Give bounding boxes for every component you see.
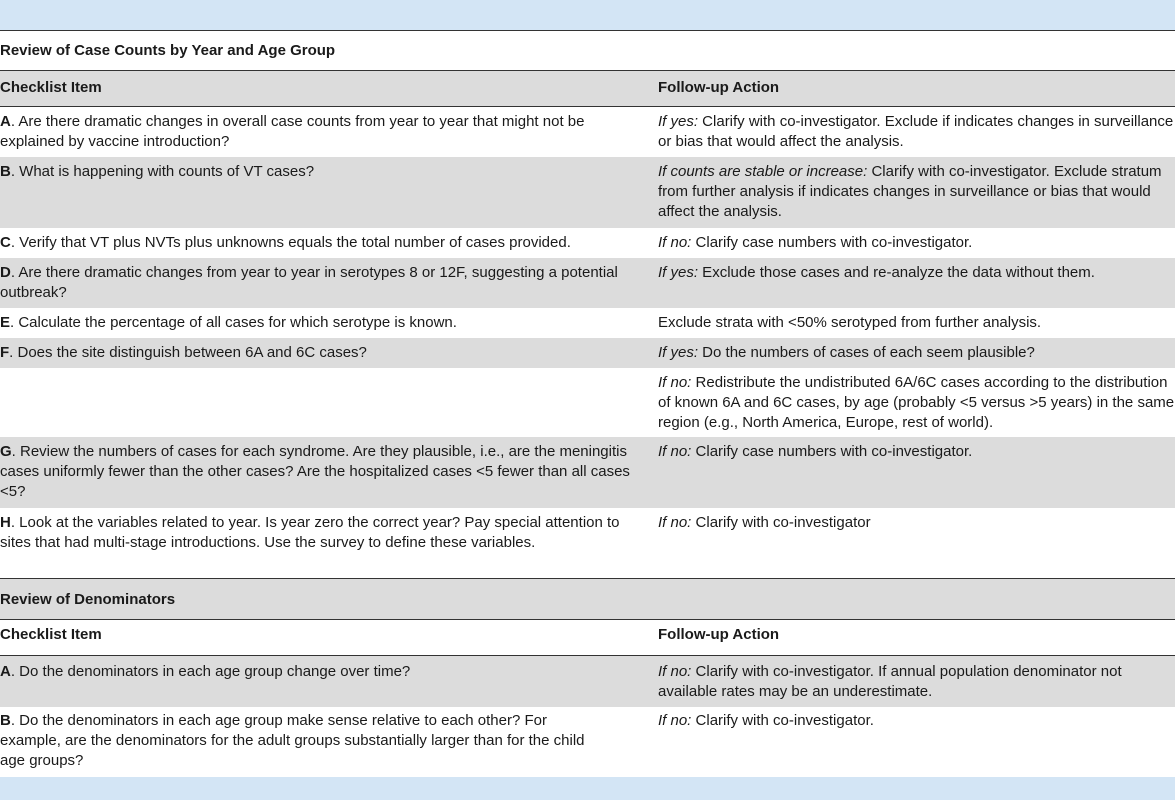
- checklist-item: B. What is happening with counts of VT cases?: [0, 163, 315, 180]
- follow-up-action: If no: Clarify case numbers with co-investigator.: [658, 443, 973, 460]
- follow-up-action: Exclude strata with <50% serotyped from further analysis.: [658, 314, 1042, 331]
- checklist-item: A. Are there dramatic changes in overall case counts from year to year that might not be explained by vaccine introduction?: [0, 113, 585, 150]
- table-row: [0, 368, 1175, 437]
- follow-up-action: If no: Clarify with co-investigator.: [658, 712, 874, 729]
- table-row: [0, 656, 1175, 707]
- section-1-header-action: Follow-up Action: [658, 79, 780, 96]
- checklist-item: E. Calculate the percentage of all cases for which serotype is known.: [0, 314, 457, 331]
- section-1-title-row: [0, 31, 1175, 71]
- section-1-title: Review of Case Counts by Year and Age Group: [0, 42, 336, 59]
- checklist-item: A. Do the denominators in each age group change over time?: [0, 663, 411, 680]
- table-row: [0, 228, 1175, 258]
- follow-up-action: If counts are stable or increase: Clarify with co-investigator. Exclude stratum from further analysis if indicates changes in surveillance or bias that would affect the analysis.: [658, 163, 1162, 220]
- table-row: [0, 508, 1175, 579]
- checklist-item: C. Verify that VT plus NVTs plus unknowns equals the total number of cases provided.: [0, 234, 571, 251]
- follow-up-action: If no: Clarify case numbers with co-investigator.: [658, 234, 973, 251]
- bottom-band: [0, 777, 1175, 800]
- table-row: [0, 338, 1175, 368]
- table-row: [0, 258, 1175, 308]
- table-row: [0, 308, 1175, 338]
- table-row: [0, 437, 1175, 508]
- section-2-header-checklist: Checklist Item: [0, 626, 102, 643]
- table-row: [0, 107, 1175, 157]
- follow-up-action: If yes: Exclude those cases and re-analyze the data without them.: [658, 264, 1095, 281]
- follow-up-action: If no: Clarify with co-investigator. If annual population denominator not available rates may be an underestimate.: [658, 663, 1122, 700]
- follow-up-action: If no: Redistribute the undistributed 6A/6C cases according to the distribution of known 6A and 6C cases, by age (probably <5 versus >5 years) in the same region (e.g., North America, Europe, rest of world).: [658, 374, 1175, 431]
- follow-up-action: If yes: Clarify with co-investigator. Exclude if indicates changes in surveillance or bias that would affect the analysis.: [658, 113, 1174, 150]
- section-1-header-row: [0, 71, 1175, 107]
- top-band: [0, 0, 1175, 31]
- checklist-item: F. Does the site distinguish between 6A and 6C cases?: [0, 344, 367, 361]
- section-2-title-row: [0, 579, 1175, 620]
- section-1-header-checklist: Checklist Item: [0, 79, 102, 96]
- checklist-item: B. Do the denominators in each age group make sense relative to each other? For example, are the denominators for the adult groups substantially larger than for the child age groups?: [0, 712, 585, 769]
- section-2-header-action: Follow-up Action: [658, 626, 780, 643]
- checklist-item: H. Look at the variables related to year. Is year zero the correct year? Pay special attention to sites that had multi-stage introductions. Use the survey to define these variables.: [0, 514, 620, 551]
- section-2-header-row: [0, 620, 1175, 656]
- checklist-item: G. Review the numbers of cases for each syndrome. Are they plausible, i.e., are the meningitis cases uniformly fewer than the other cases? Are the hospitalized cases <5 fewer than all cases <5?: [0, 443, 630, 500]
- table-row: [0, 707, 1175, 777]
- follow-up-action: If no: Clarify with co-investigator: [658, 514, 871, 531]
- follow-up-action: If yes: Do the numbers of cases of each seem plausible?: [658, 344, 1035, 361]
- table-row: [0, 157, 1175, 228]
- section-2-title: Review of Denominators: [0, 591, 176, 608]
- checklist-item: D. Are there dramatic changes from year to year in serotypes 8 or 12F, suggesting a potential outbreak?: [0, 264, 618, 301]
